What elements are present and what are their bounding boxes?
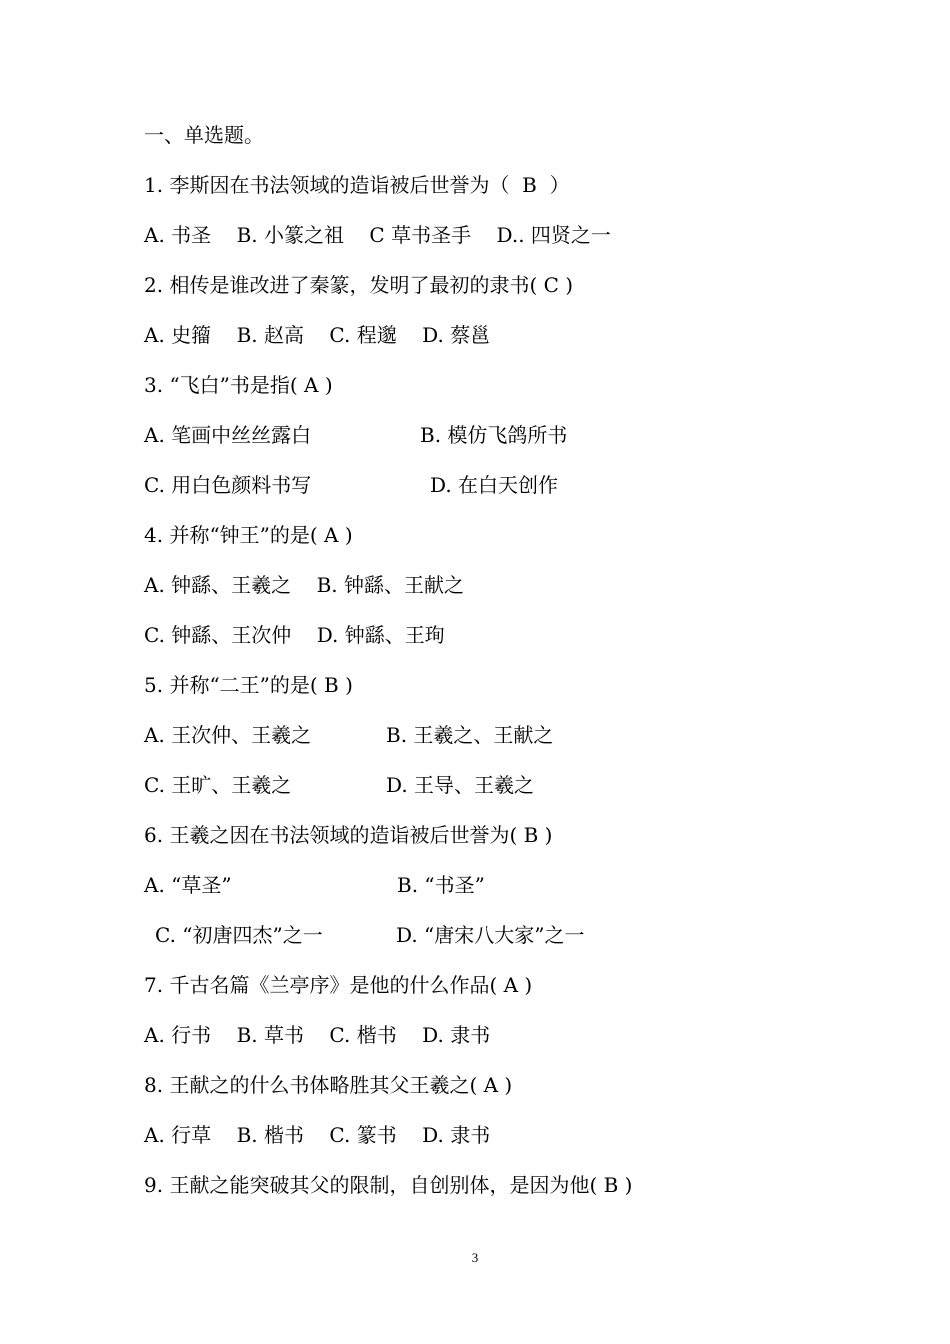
question-5-option-c: C. 王旷、王羲之 [144, 773, 292, 797]
question-3-options-row-1 [144, 420, 844, 450]
question-3-option-d: D. 在白天创作 [430, 473, 559, 497]
question-8-options: A. 行草 B. 楷书 C. 篆书 D. 隶书 [144, 1123, 491, 1147]
question-6-options-row-1 [144, 870, 844, 900]
question-6-option-c: C. “初唐四杰”之一 [155, 923, 323, 947]
question-2-options: A. 史籀 B. 赵高 C. 程邈 D. 蔡邕 [144, 323, 491, 347]
question-5-option-a: A. 王次仲、王羲之 [144, 723, 312, 747]
question-6: 6. 王羲之因在书法领域的造诣被后世誉为( B ) [144, 823, 553, 847]
question-3: 3. “飞白”书是指( A ) [144, 373, 333, 397]
question-5: 5. 并称“二王”的是( B ) [144, 673, 353, 697]
question-1: 1. 李斯因在书法领域的造诣被后世誉为（ B ） [144, 173, 570, 197]
question-5-option-d: D. 王导、王羲之 [386, 773, 535, 797]
section-title: 一、单选题。 [144, 123, 264, 147]
question-9: 9. 王献之能突破其父的限制，自创别体，是因为他( B ) [144, 1173, 633, 1197]
question-1-options: A. 书圣 B. 小篆之祖 C 草书圣手 D.. 四贤之一 [144, 223, 611, 247]
page-number: 3 [471, 1250, 479, 1265]
question-8: 8. 王献之的什么书体略胜其父王羲之( A ) [144, 1073, 513, 1097]
question-5-option-b: B. 王羲之、王献之 [386, 723, 554, 747]
question-4: 4. 并称“钟王”的是( A ) [144, 523, 353, 547]
question-6-option-a: A. “草圣” [144, 873, 232, 897]
question-3-options-row-2 [144, 470, 844, 500]
question-7: 7. 千古名篇《兰亭序》是他的什么作品( A ) [144, 973, 533, 997]
question-2: 2. 相传是谁改进了秦篆，发明了最初的隶书( C ) [144, 273, 574, 297]
question-6-option-d: D. “唐宋八大家”之一 [396, 923, 585, 947]
question-4-options-row-2: C. 钟繇、王次仲 D. 钟繇、王珣 [144, 623, 445, 647]
question-3-option-b: B. 模仿飞鸽所书 [420, 423, 568, 447]
question-3-option-a: A. 笔画中丝丝露白 [144, 423, 312, 447]
question-6-options-row-2 [144, 920, 844, 950]
question-7-options: A. 行书 B. 草书 C. 楷书 D. 隶书 [144, 1023, 491, 1047]
question-6-option-b: B. “书圣” [397, 873, 485, 897]
question-4-options-row-1: A. 钟繇、王羲之 B. 钟繇、王献之 [144, 573, 464, 597]
question-5-options-row-1 [144, 720, 844, 750]
question-3-option-c: C. 用白色颜料书写 [144, 473, 312, 497]
question-5-options-row-2 [144, 770, 844, 800]
